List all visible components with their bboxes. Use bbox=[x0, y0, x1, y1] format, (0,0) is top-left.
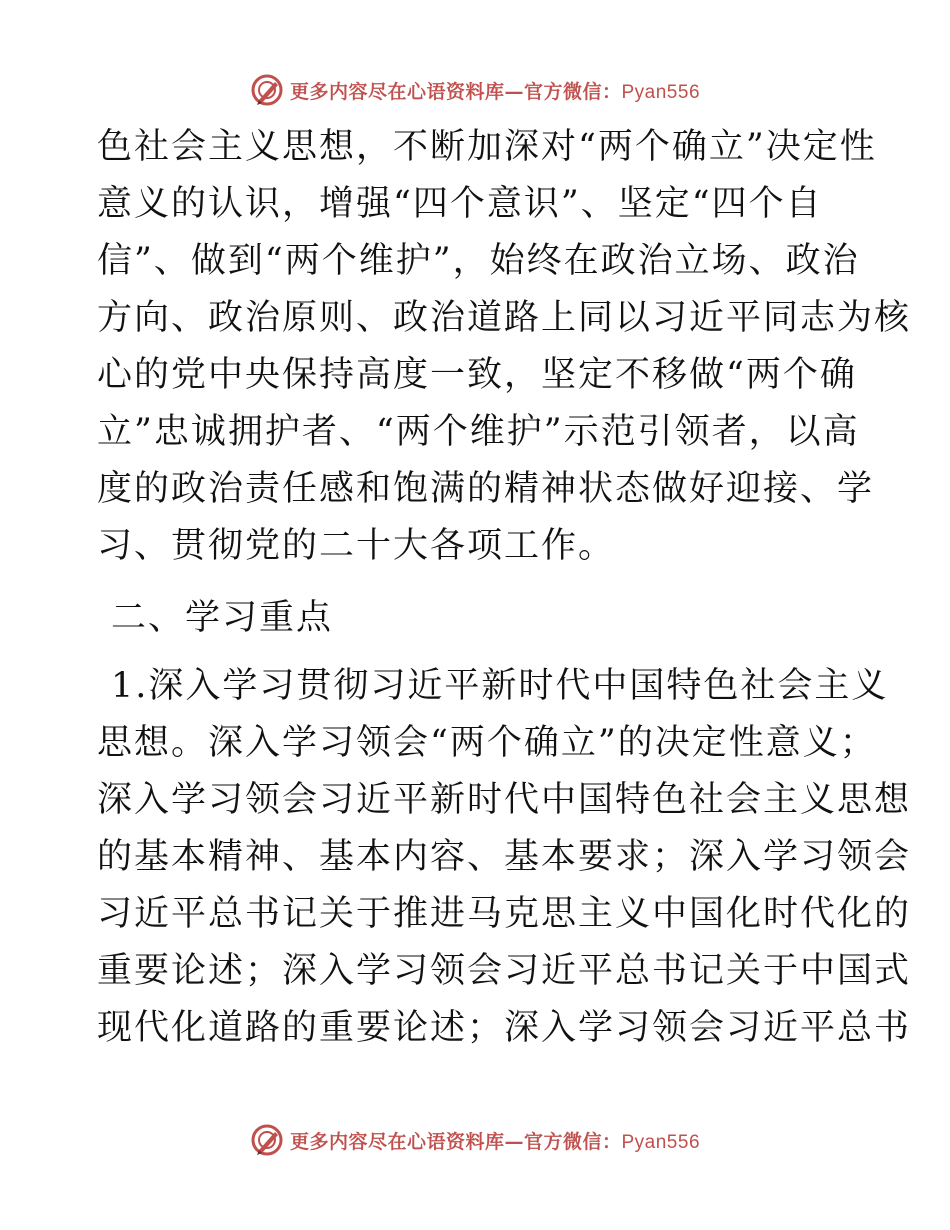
text-line: 心的党中央保持高度一致，坚定不移做“两个确 bbox=[97, 355, 857, 395]
text-line: 方向、政治原则、政治道路上同以习近平同志为核 bbox=[97, 298, 912, 338]
intro-paragraph bbox=[97, 119, 912, 575]
text-line: 思想。深入学习领会“两个确立”的决定性意义； bbox=[97, 723, 877, 763]
text-line: 信”、做到“两个维护”，始终在政治立场、政治 bbox=[97, 241, 860, 281]
section-heading: 二、学习重点 bbox=[111, 598, 334, 638]
pen-logo-icon bbox=[250, 73, 284, 107]
text-line: 深入学习领会习近平新时代中国特色社会主义思想 bbox=[97, 780, 912, 820]
pen-logo-icon bbox=[250, 1123, 284, 1157]
text-line: 现代化道路的重要论述；深入学习领会习近平总书 bbox=[97, 1008, 912, 1048]
header-watermark bbox=[0, 70, 950, 110]
text-line: 度的政治责任感和饱满的精神状态做好迎接、学 bbox=[97, 469, 875, 509]
text-line: 意义的认识，增强“四个意识”、坚定“四个自 bbox=[97, 184, 823, 224]
footer-watermark bbox=[0, 1120, 950, 1160]
text-line: 1.深入学习贯彻习近平新时代中国特色社会主义 bbox=[111, 666, 889, 706]
text-line: 习、贯彻党的二十大各项工作。 bbox=[97, 526, 616, 566]
document-body bbox=[97, 119, 912, 1057]
watermark-text: 更多内容尽在心语资料库—官方微信：Pyan556 bbox=[289, 80, 701, 103]
item-1-continuation bbox=[97, 715, 912, 1057]
text-line: 习近平总书记关于推进马克思主义中国化时代化的 bbox=[97, 894, 912, 934]
text-line: 的基本精神、基本内容、基本要求；深入学习领会 bbox=[97, 837, 912, 877]
watermark-wechat-id: Pyan556 bbox=[621, 1131, 701, 1153]
text-line: 重要论述；深入学习领会习近平总书记关于中国式 bbox=[97, 951, 912, 991]
text-line: 色社会主义思想，不断加深对“两个确立”决定性 bbox=[97, 127, 877, 167]
watermark-wechat-id: Pyan556 bbox=[621, 81, 701, 103]
item-1-paragraph bbox=[97, 658, 889, 715]
text-line: 立”忠诚拥护者、“两个维护”示范引领者，以高 bbox=[97, 412, 860, 452]
watermark-text: 更多内容尽在心语资料库—官方微信：Pyan556 bbox=[289, 1130, 701, 1153]
